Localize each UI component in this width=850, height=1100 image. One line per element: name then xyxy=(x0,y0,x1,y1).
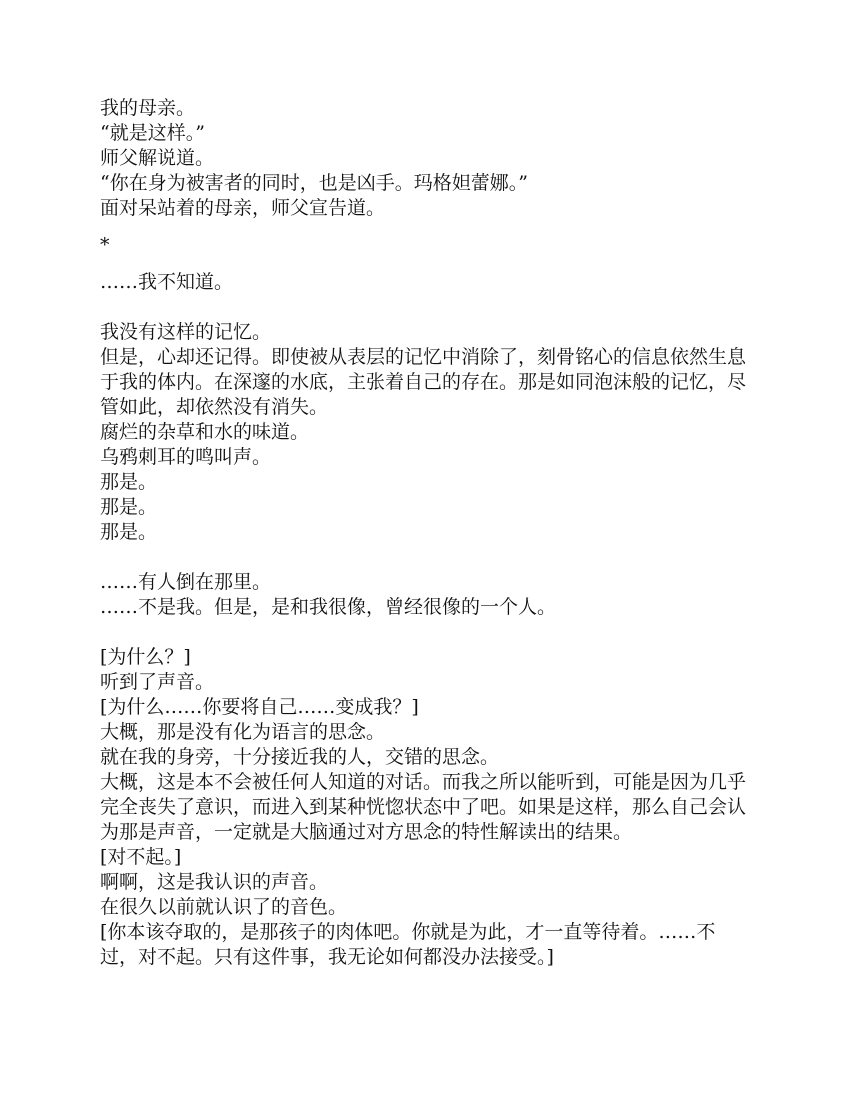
text-line: ……不是我。但是，是和我很像，曾经很像的一个人。 xyxy=(100,596,557,618)
text-line: “你在身为被害者的同时，也是凶手。玛格妲蕾娜。” xyxy=(100,172,528,194)
text-line: 我的母亲。 xyxy=(100,97,196,119)
text-line: 那是。 xyxy=(100,521,158,543)
text-line: 在很久以前就认识了的音色。 xyxy=(100,896,348,918)
text-paragraph: [你本该夺取的，是那孩子的肉体吧。你就是为此，才一直等待着。……不过，对不起。只有这件事，我无论如何都没办法接受。] xyxy=(100,921,716,968)
text-line: ……有人倒在那里。 xyxy=(100,571,272,593)
text-line: 啊啊，这是我认识的声音。 xyxy=(100,871,329,893)
text-line: 师父解说道。 xyxy=(100,147,215,169)
text-line: 我没有这样的记忆。 xyxy=(100,321,272,343)
text-line: ……我不知道。 xyxy=(100,271,234,293)
text-paragraph: 但是，心却还记得。即使被从表层的记忆中消除了，刻骨铭心的信息依然生息于我的体内。在深邃的水底，主张着自己的存在。那是如同泡沫般的记忆，尽管如此，却依然没有消失。 xyxy=(100,346,747,418)
text-line: 那是。 xyxy=(100,471,158,493)
text-line: 乌鸦刺耳的鸣叫声。 xyxy=(100,446,272,468)
text-line: 就在我的身旁，十分接近我的人，交错的思念。 xyxy=(100,746,500,768)
text-line: 大概，那是没有化为语言的思念。 xyxy=(100,721,386,743)
section-separator: * xyxy=(100,234,110,256)
text-line: [为什么？] xyxy=(100,646,191,668)
document-body xyxy=(100,96,750,970)
paragraph-gap xyxy=(100,620,750,645)
text-line: 腐烂的杂草和水的味道。 xyxy=(100,421,310,443)
text-line: [对不起。] xyxy=(100,846,182,868)
text-line: [为什么……你要将自己……变成我？] xyxy=(100,696,419,718)
paragraph-gap xyxy=(100,545,750,570)
paragraph-gap xyxy=(100,295,750,320)
text-line: “就是这样。” xyxy=(100,122,205,144)
text-line: 面对呆站着的母亲，师父宣告道。 xyxy=(100,197,386,219)
text-line: 那是。 xyxy=(100,496,158,518)
text-paragraph: 大概，这是本不会被任何人知道的对话。而我之所以能听到，可能是因为几乎完全丧失了意识，而进入到某种恍惚状态中了吧。如果是这样，那么自己会认为那是声音，一定就是大脑通过对方思念的特性解读出的结果。 xyxy=(100,771,747,843)
text-line: 听到了声音。 xyxy=(100,671,215,693)
